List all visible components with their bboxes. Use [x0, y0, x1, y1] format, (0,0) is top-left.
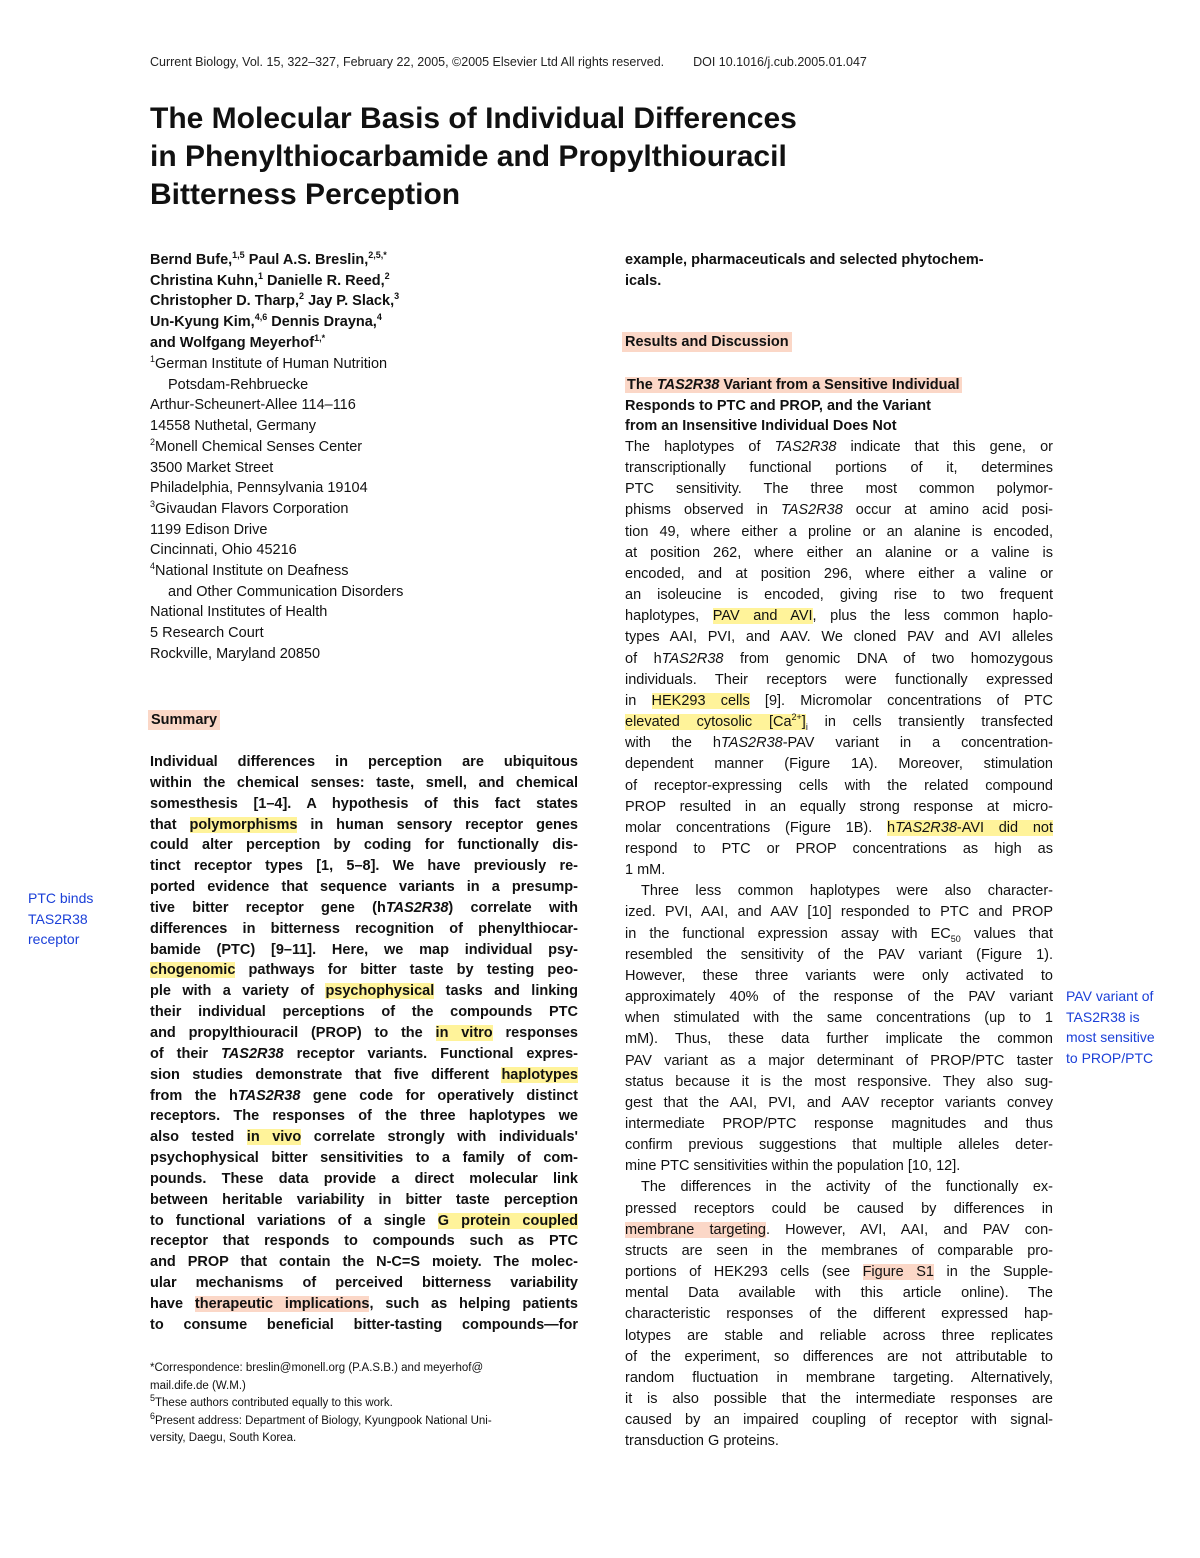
text-line: phisms observed in TAS2R38 occur at amino acid posi- [625, 502, 1053, 519]
text-line: differences in bitterness recognition of phenylthiocar- [150, 920, 578, 937]
summary-continuation [625, 250, 1053, 291]
author-superscript: 1,* [314, 332, 326, 343]
text-line: caused by an impaired coupling of receptor with signal- [625, 1412, 1053, 1429]
highlight-yellow: elevated cytosolic $[Ca^{2+}]$ [625, 712, 806, 731]
text-line: an isoleucine is encoded, giving rise to two frequent [625, 587, 1053, 604]
text-line: random fluctuation in membrane targeting. Alternatively, [625, 1369, 1053, 1386]
margin-annotation-right: PAV variant of TAS2R38 is most sensitive to PROP/PTC [1066, 988, 1155, 1066]
affil-line: 1199 Edison Drive [150, 521, 268, 538]
highlight-yellow: G protein coupled [437, 1212, 579, 1229]
affil-line: Monell Chemical Senses Center [155, 438, 363, 455]
text-line: approximately 40% of the response of the PAV variant [625, 989, 1053, 1006]
text-line: in HEK293 cells [9]. Micromolar concentrations of PTC [625, 692, 1053, 709]
margin-annotation-left: PTC binds TAS2R38 receptor [28, 890, 94, 947]
title-line-1: The Molecular Basis of Individual Differences [150, 102, 797, 135]
affil-line: Cincinnati, Ohio 45216 [150, 542, 297, 559]
text-line: ular mechanisms of perceived bitterness variability [150, 1275, 578, 1292]
text-line: receptor that responds to compounds such as PTC [150, 1233, 578, 1250]
text-line: transcriptionally functional portions of it, determines [625, 460, 1053, 477]
text-line: could alter perception by coding for functionally dis- [150, 837, 578, 854]
author-superscript: 2 [299, 291, 305, 302]
affil-number: 4 [150, 561, 156, 572]
text-line: status because it is the most responsive. They also sug- [625, 1073, 1053, 1090]
highlight-yellow: psychophysical [325, 983, 435, 1000]
text-line: within the chemical senses: taste, smell, and chemical [150, 774, 578, 791]
text-line: tinct receptor types [1, 5–8]. We have previously re- [150, 858, 578, 875]
text-line: portions of HEK293 cells (see Figure S1 in the Supple- [625, 1264, 1053, 1281]
title-line-2: in Phenylthiocarbamide and Propylthiouracil [150, 140, 787, 173]
text-line: icals. [625, 272, 662, 289]
title-line-3: Bitterness Perception [150, 178, 461, 211]
author-superscript: 4 [376, 312, 382, 323]
text-line: bamide (PTC) [9–11]. Here, we map individual psy- [150, 941, 578, 958]
text-line: lotypes are stable and reliable across three replicates [625, 1327, 1053, 1344]
text-line: somesthesis [1–4]. A hypothesis of this fact states [150, 795, 578, 812]
text-line: respond to PTC or PROP concentrations as high as [625, 840, 1053, 857]
affil-line: 3500 Market Street [150, 459, 274, 476]
text-line: sion studies demonstrate that five different haplotypes [150, 1066, 578, 1083]
text-line: chogenomic pathways for bitter taste by testing peo- [150, 962, 578, 979]
text-line: ple with a variety of psychophysical tasks and linking [150, 983, 579, 1000]
author-superscript: 2 [384, 270, 390, 281]
footnote-present-address: $^6$Present address: Department of Biology, Kyungpook National Uni- [150, 1410, 492, 1427]
text-line: their individual perceptions of the compounds PTC [150, 1004, 578, 1021]
footnote-present-address-cont: versity, Daegu, South Korea. [150, 1432, 297, 1444]
text-line: tive bitter receptor gene (hTAS2R38) correlate with [150, 899, 578, 916]
text-line: to functional variations of a single G protein coupled [150, 1212, 579, 1229]
affil-number: 1 [150, 354, 156, 365]
text-line: psychophysical bitter sensitivities to a family of com- [150, 1150, 578, 1167]
highlight-pink: membrane targeting [625, 1221, 766, 1238]
affil-line: Givaudan Flavors Corporation [155, 500, 349, 517]
text-line: membrane targeting. However, AVI, AAI, and PAV con- [625, 1221, 1053, 1238]
text-line: However, these three variants were only activated to [625, 967, 1053, 984]
highlight-yellow: in vivo [246, 1129, 302, 1146]
text-line: Individual differences in perception are ubiquitous [150, 754, 578, 770]
results-body [625, 437, 1053, 1453]
text-line: 1 mM. [625, 862, 666, 879]
footnote-correspondence: *Correspondence: breslin@monell.org (P.A.S.B.) and meyerhof@ [150, 1362, 484, 1374]
text-line: encoded, and at position 296, where either a valine or [625, 565, 1053, 582]
text-line: The differences in the activity of the functionally ex- [641, 1179, 1053, 1196]
highlight-yellow: HEK293 cells [651, 692, 750, 709]
text-line: individuals. Their receptors were functionally expressed [625, 671, 1053, 688]
text-line: dependent manner (Figure 1A). Moreover, stimulation [625, 756, 1053, 773]
text-line: PTC sensitivity. The three most common polymor- [625, 481, 1053, 498]
text-line: ized. PVI, AAI, and AAV [10] responded to PTC and PROP [625, 904, 1053, 921]
text-line: at position 262, where either an alanine or a valine is [625, 544, 1053, 561]
text-line: mine PTC sensitivities within the population [10, 12]. [625, 1158, 961, 1175]
summary-abstract [150, 752, 578, 1336]
text-line: confirm previous suggestions that multiple alleles deter- [625, 1137, 1053, 1154]
text-line: PAV variant as a major determinant of PROP/PTC taster [625, 1052, 1053, 1069]
text-line: transduction G proteins. [625, 1433, 779, 1450]
text-line: pressed receptors could be caused by differences in [625, 1200, 1053, 1217]
text-line: from the hTAS2R38 gene code for operatively distinct [150, 1087, 578, 1104]
highlight-pink: therapeutic implications [194, 1295, 370, 1312]
text-line: tion 49, where either a proline or an alanine is encoded, [625, 523, 1053, 540]
author-list [150, 250, 578, 354]
text-line: types AAI, PVI, and AAV. We cloned PAV and AVI alleles [625, 629, 1053, 646]
author: Jay P. Slack, [304, 293, 395, 310]
text-line: between heritable variability in bitter taste perception [150, 1191, 578, 1208]
citation-line: Current Biology, Vol. 15, 322–327, February 22, 2005, ©2005 Elsevier Ltd All rights reserved. [150, 55, 665, 69]
affil-line: National Institute on Deafness [155, 563, 349, 580]
author-superscript: 2,5,* [368, 250, 387, 261]
text-line: Responds to PTC and PROP, and the Variant [625, 397, 931, 414]
affiliations [150, 354, 578, 665]
affil-line: and Other Communication Disorders [168, 583, 404, 600]
text-line: Three less common haplotypes were also character- [641, 883, 1053, 900]
author: Paul A.S. Breslin, [244, 252, 369, 268]
author: Un-Kyung Kim, [150, 314, 255, 331]
paper-title [150, 100, 970, 214]
author-superscript: 1,5 [232, 250, 245, 261]
author: Danielle R. Reed, [262, 272, 385, 289]
footnotes [150, 1360, 578, 1448]
footnote-correspondence-cont: mail.dife.de (W.M.) [150, 1379, 246, 1392]
text-line: resembled the sensitivity of the PAV variant (Figure 1). [625, 946, 1053, 963]
author: and Wolfgang Meyerhof [150, 334, 315, 351]
affil-line: Philadelphia, Pennsylvania 19104 [150, 480, 368, 497]
doi: DOI 10.1016/j.cub.2005.01.047 [693, 55, 867, 69]
text-line: ported evidence that sequence variants in a presump- [150, 879, 578, 896]
text-line: PROP resulted in an equally strong response at micro- [625, 798, 1053, 815]
text-line: that polymorphisms in human sensory receptor genes [150, 816, 578, 833]
text-line: from an Insensitive Individual Does Not [625, 418, 897, 435]
text-line: to consume beneficial bitter-tasting compounds—for [150, 1316, 578, 1333]
journal-header [150, 55, 950, 69]
text-line: also tested in vivo correlate strongly with individuals' [150, 1129, 578, 1146]
author: Bernd Bufe, [150, 252, 233, 268]
figure-s1-link[interactable]: Figure S1 [862, 1264, 934, 1281]
text-line: mental Data available with this article online). The [625, 1285, 1053, 1302]
text-line: structs are seen in the membranes of comparable pro- [625, 1242, 1053, 1259]
author-superscript: 3 [394, 291, 400, 302]
author: Christopher D. Tharp, [150, 293, 300, 310]
text-line: mM). Thus, these data further implicate the common [625, 1031, 1053, 1048]
author-superscript: 1 [257, 270, 263, 281]
text-line: of the experiment, so differences are not attributable to [625, 1348, 1053, 1365]
text-line: gest that the AAI, PVI, and AAV receptor variants convey [625, 1094, 1053, 1111]
summary-heading: Summary [148, 710, 220, 730]
affil-line: Arthur-Scheunert-Allee 114–116 [150, 397, 356, 414]
affil-line: German Institute of Human Nutrition [155, 356, 388, 372]
affil-line: 5 Research Court [150, 625, 264, 642]
text-line: characteristic responses of the different expressed hap- [625, 1306, 1053, 1323]
text-line: and PROP that contain the N-C=S moiety. The molec- [150, 1254, 578, 1271]
highlight-yellow: hTAS2R38-AVI did not [887, 819, 1053, 836]
affil-number: 2 [150, 436, 156, 447]
text-line: it is also possible that the intermediate responses are [625, 1391, 1053, 1408]
text-line: have therapeutic implications, such as helping patients [150, 1295, 578, 1312]
text-line: example, pharmaceuticals and selected phytochem- [625, 252, 984, 268]
results-heading: Results and Discussion [622, 332, 792, 352]
text-line: intermediate PROP/PTC response magnitudes and thus [625, 1116, 1053, 1132]
text-line: molar concentrations (Figure 1B). hTAS2R38-AVI did not [625, 819, 1053, 836]
text-line: and propylthiouracil (PROP) to the in vitro responses [150, 1024, 578, 1041]
author-superscript: 4,6 [254, 312, 268, 323]
highlight-pink: The TAS2R38 Variant from a Sensitive Individual [627, 377, 960, 393]
text-line: of receptor-expressing cells with the related compound [625, 777, 1053, 794]
text-line: The haplotypes of TAS2R38 indicate that this gene, or [625, 439, 1053, 455]
text-line: elevated cytosolic $[Ca^{2+}]_i$ in cells transiently transfected [625, 712, 1054, 732]
text-line: when stimulated with the same concentrations (up to 1 [625, 1010, 1053, 1027]
text-line: of their TAS2R38 receptor variants. Functional expres- [150, 1045, 578, 1062]
affil-line: Rockville, Maryland 20850 [150, 645, 321, 662]
affil-line: National Institutes of Health [150, 604, 328, 621]
text-line: with the hTAS2R38-PAV variant in a concentration- [625, 735, 1053, 752]
subsection-heading [625, 375, 1053, 437]
highlight-yellow: chogenomic [150, 962, 236, 979]
highlight-yellow: PAV and AVI [712, 608, 813, 625]
affil-line: 14558 Nuthetal, Germany [150, 418, 317, 435]
text-line: of hTAS2R38 from genomic DNA of two homozygous [625, 650, 1053, 667]
author: Christina Kuhn, [150, 272, 258, 289]
text-line: pounds. These data provide a direct molecular link [150, 1170, 578, 1187]
text-line: receptors. The responses of the three haplotypes we [150, 1108, 578, 1125]
footnote-equal-contribution: $^5$These authors contributed equally to this work. [150, 1393, 393, 1409]
text-line: haplotypes, PAV and AVI, plus the less common haplo- [625, 608, 1053, 625]
affil-number: 3 [150, 499, 156, 510]
highlight-yellow: haplotypes [501, 1066, 578, 1083]
author: Dennis Drayna, [267, 314, 377, 331]
highlight-yellow: in vitro [435, 1024, 493, 1041]
affil-line: Potsdam-Rehbruecke [168, 376, 309, 393]
text-line: in the functional expression assay with $EC_{50}$ values that [625, 925, 1053, 944]
highlight-yellow: polymorphisms [189, 816, 298, 833]
